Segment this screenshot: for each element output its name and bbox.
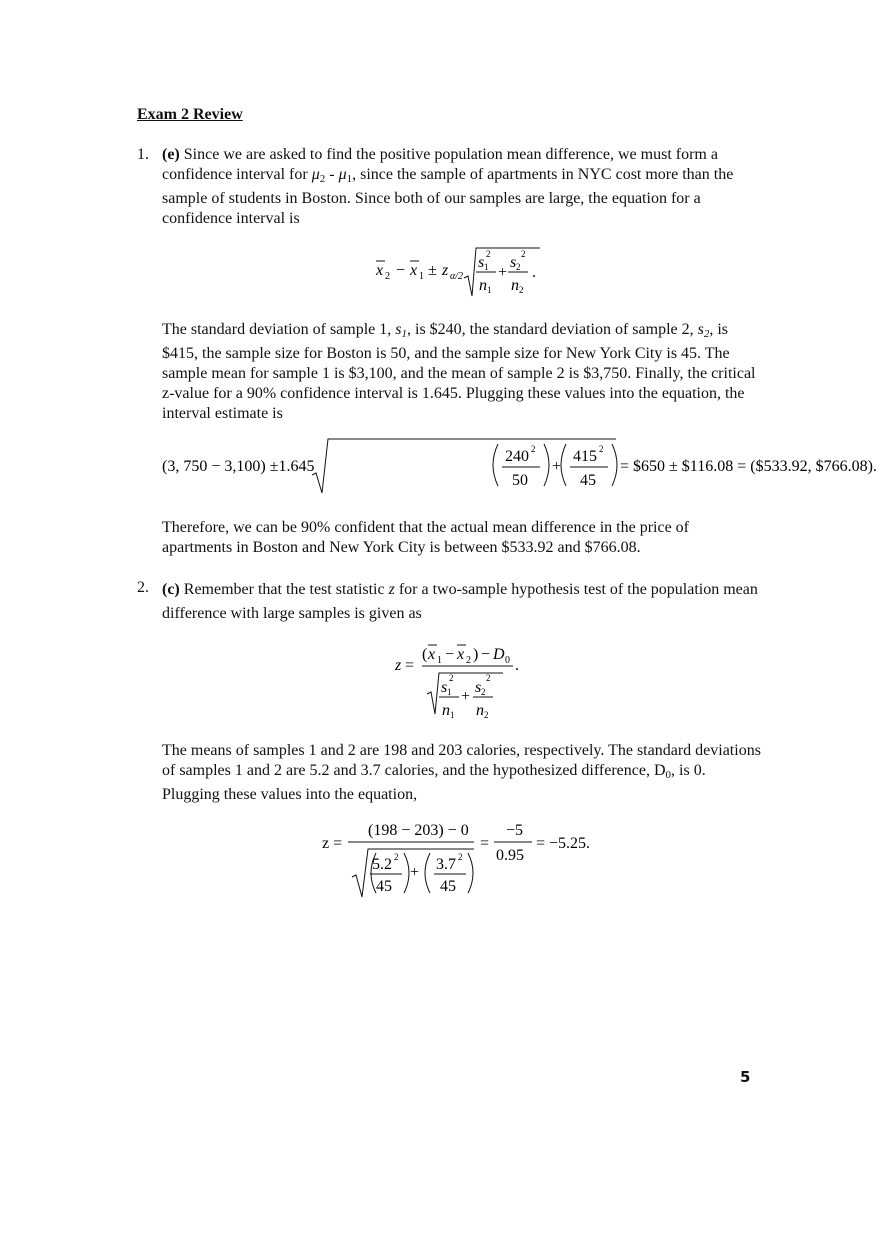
svg-text:x: x (376, 262, 384, 279)
svg-text:1: 1 (450, 710, 455, 720)
question-1-number: 1. (137, 146, 149, 163)
svg-text:=: = (405, 657, 415, 674)
svg-text:(: ( (422, 646, 428, 663)
svg-text:+: + (498, 264, 508, 281)
page-title: Exam 2 Review (137, 106, 243, 123)
q1-answer: (e) (162, 146, 180, 163)
svg-text:.: . (515, 657, 519, 674)
svg-text:240: 240 (505, 448, 529, 465)
svg-text:50: 50 (512, 472, 528, 489)
question-2-number: 2. (137, 579, 149, 596)
svg-text:2: 2 (458, 852, 463, 862)
svg-text:s: s (478, 254, 485, 271)
page-number: 5 (740, 1068, 751, 1086)
svg-text:x: x (410, 262, 418, 279)
z-computation (322, 817, 622, 902)
svg-text:1: 1 (484, 262, 489, 272)
svg-text:−: − (396, 262, 406, 279)
svg-text:415: 415 (573, 448, 597, 465)
q1-conclusion-paragraph: Therefore, we can be 90% confident that the actual mean difference in the price of apartments in Boston and New York City is between $533.92 and $766.08. (162, 519, 689, 556)
q2-answer: (c) (162, 581, 180, 598)
q1-intro-paragraph: (e) Since we are asked to find the positive population mean difference, we must form a confidence interval for $\mu_2 - \mu_1$, since the sample of apartments in NYC cost more than the sample of students in Boston. Since both of our samples are large, the equation for a confidence interval is (162, 146, 734, 227)
svg-text:1: 1 (437, 655, 442, 666)
svg-text:s: s (510, 254, 517, 271)
svg-text:s: s (441, 679, 448, 696)
q2-intro-paragraph: (c) Remember that the test statistic z for a two-sample hypothesis test of the population mean difference with large samples is given as (162, 581, 758, 622)
svg-text:−5: −5 (506, 822, 524, 839)
svg-text:2: 2 (531, 444, 536, 454)
svg-text:n: n (479, 277, 487, 294)
svg-text:−: − (481, 646, 491, 663)
svg-text:2: 2 (385, 271, 390, 282)
svg-text:2: 2 (466, 655, 471, 666)
svg-text:z: z (395, 657, 402, 674)
svg-text:α/2: α/2 (450, 271, 464, 282)
svg-text:2: 2 (449, 673, 454, 683)
svg-text:n: n (476, 702, 484, 719)
svg-text:s: s (475, 679, 482, 696)
svg-text:D: D (493, 646, 505, 663)
svg-text:n: n (511, 277, 519, 294)
svg-text:n: n (442, 702, 450, 719)
svg-text:=: = (480, 835, 490, 852)
svg-text:0.95: 0.95 (496, 847, 524, 864)
ci-computation (162, 435, 877, 495)
svg-text:2: 2 (516, 262, 521, 272)
svg-text:0: 0 (505, 655, 510, 666)
ci-lead: (3, 750 − 3,100) ±1.645 (162, 458, 315, 475)
z-numerator: (198 − 203) − 0 (368, 822, 469, 839)
ci-result: = $650 ± $116.08 = ($533.92, $766.08). (620, 458, 877, 475)
q2-values-paragraph: The means of samples 1 and 2 are 198 and 203 calories, respectively. The standard deviations of samples 1 and 2 are 5.2 and 3.7 calories, and the hypothesized difference, $D_0$, is 0. Plugging these values into the equation, (162, 742, 761, 803)
z-formula (395, 640, 535, 720)
svg-text:z =: z = (322, 835, 343, 852)
svg-text:2: 2 (486, 249, 491, 259)
svg-text:x: x (428, 646, 436, 663)
svg-text:+: + (461, 688, 471, 705)
svg-text:2: 2 (394, 852, 399, 862)
svg-text:2: 2 (519, 285, 524, 295)
svg-text:+: + (552, 458, 562, 475)
svg-text:2: 2 (484, 710, 489, 720)
svg-text:45: 45 (580, 472, 596, 489)
svg-text:1: 1 (487, 285, 492, 295)
ci-formula (370, 240, 550, 300)
svg-text:2: 2 (599, 444, 604, 454)
svg-text:2: 2 (486, 673, 491, 683)
svg-text:2: 2 (521, 249, 526, 259)
svg-text:1: 1 (419, 271, 424, 282)
svg-text:+: + (410, 864, 420, 881)
svg-text:3.7: 3.7 (436, 856, 456, 873)
svg-text:1: 1 (447, 687, 452, 697)
svg-text:2: 2 (481, 687, 486, 697)
svg-text:z: z (442, 262, 449, 279)
svg-text:): ) (473, 646, 479, 663)
svg-text:45: 45 (440, 878, 456, 895)
svg-text:5.2: 5.2 (372, 856, 392, 873)
svg-text:x: x (457, 646, 465, 663)
svg-text:.: . (532, 264, 536, 281)
q1-values-paragraph: The standard deviation of sample 1, $s_1$, is $240, the standard deviation of sample 2, $s_2$, is $415, the sample size for Boston is 50, and the sample size for New York City is 45. The sample mean for sample 1 is $3,100, and the mean of sample 2 is $3,750. Finally, the critical z-value for a 90% confidence interval is 1.645. Plugging these values into the equation, the interval estimate is (162, 321, 756, 422)
svg-text:−: − (445, 646, 455, 663)
svg-text:45: 45 (376, 878, 392, 895)
z-result: = −5.25. (536, 835, 591, 852)
svg-text:±: ± (428, 262, 437, 279)
